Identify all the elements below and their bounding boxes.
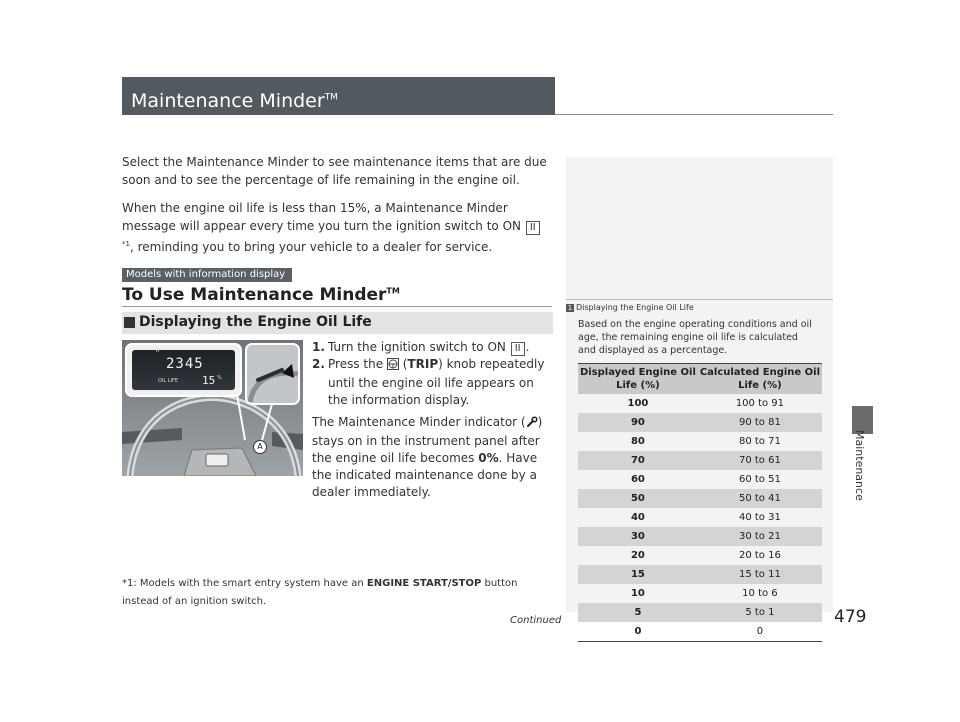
calculated-range-cell: 80 to 71	[738, 436, 781, 447]
table-row	[578, 527, 822, 546]
calculated-range-cell: 20 to 16	[738, 550, 781, 561]
odometer-readout: 2345	[166, 356, 204, 372]
calculated-range-cell: 60 to 51	[738, 474, 781, 485]
ignition-key-symbol: II	[511, 342, 525, 356]
note-heading: 1 Displaying the Engine Oil Life	[567, 303, 694, 312]
displayed-value-cell: 70	[578, 451, 698, 470]
table-row	[578, 489, 822, 508]
table-row	[578, 432, 822, 451]
displayed-value-cell: 20	[630, 550, 645, 561]
note-marker-icon: 1	[567, 304, 573, 312]
calculated-range-cell: 50 to 41	[698, 489, 822, 508]
calculated-range-cell: 100 to 91	[735, 398, 785, 409]
subsection-title: Displaying the Engine Oil Life	[139, 314, 372, 330]
displayed-value-cell: 15	[578, 565, 698, 584]
displayed-value-cell: 0	[634, 626, 642, 637]
displayed-value-cell: 90	[578, 413, 698, 432]
displayed-value-cell: 30	[578, 527, 698, 546]
knob-callout: A	[253, 440, 267, 454]
display-callout-a: A	[156, 348, 160, 354]
table-row	[578, 413, 822, 432]
table-header-calculated: Calculated Engine Oil Life (%)	[698, 364, 822, 395]
displayed-value-cell: 10	[630, 588, 645, 599]
calculated-range-cell: 40 to 31	[738, 512, 781, 523]
table-row	[578, 546, 822, 565]
note-body: Based on the engine operating conditions and oil age, the remaining engine oil life is calculated and displayed as a percentage.	[578, 319, 812, 356]
footnote-ref: *1	[122, 240, 130, 248]
oil-life-value: 15	[202, 374, 216, 387]
table-header-displayed: Displayed Engine Oil Life (%)	[578, 364, 698, 395]
page-number: 479	[834, 607, 867, 627]
square-bullet-icon	[124, 317, 135, 328]
intro-paragraph-1: Select the Maintenance Minder to see maintenance items that are due soon and to see the percentage of life remaining in the engine oil.	[122, 155, 547, 187]
oil-life-rows	[578, 394, 822, 642]
table-row	[578, 394, 822, 413]
step-1: 1. Turn the ignition switch to ON II .	[312, 340, 530, 354]
table-row	[578, 451, 822, 470]
table-row	[578, 622, 822, 642]
oil-life-unit: %	[217, 375, 222, 381]
calculated-range-cell: 70 to 61	[698, 451, 822, 470]
intro-text	[122, 153, 552, 266]
intro-paragraph-2: When the engine oil life is less than 15%, a Maintenance Minder message will appear every time you turn the ignition switch to ON II$^{*1}$, reminding you to bring your vehicle to a dealer for service.	[122, 199, 552, 256]
displayed-value-cell: 5	[578, 603, 698, 622]
displayed-value-cell: 40	[630, 512, 645, 523]
table-row	[578, 565, 822, 584]
steering-wheel-icon	[387, 358, 399, 375]
table-row	[578, 603, 822, 622]
title-rule	[555, 114, 833, 115]
continued-label: Continued	[510, 615, 562, 626]
trip-label: TRIP	[407, 357, 439, 371]
wrench-icon	[526, 416, 538, 433]
displayed-value-cell: 100	[627, 398, 649, 409]
footnote: *1: Models with the smart entry system have an ENGINE START/STOP button instead of an ignition switch.	[122, 578, 518, 607]
oil-life-table	[578, 363, 822, 642]
calculated-range-cell: 5 to 1	[698, 603, 822, 622]
note-rule	[566, 299, 833, 300]
displayed-value-cell: 60	[630, 474, 645, 485]
calculated-range-cell: 90 to 81	[698, 413, 822, 432]
oil-life-label: OIL LIFE	[158, 378, 179, 384]
calculated-range-cell: 30 to 21	[698, 527, 822, 546]
calculated-range-cell: 0	[756, 626, 764, 637]
section-rule	[122, 306, 552, 307]
model-badge: Models with information display	[122, 268, 292, 282]
minder-paragraph: The Maintenance Minder indicator ( ) stays on in the instrument panel after the engine oil life becomes 0%. Have the indicated maintenance done by a dealer immediately.	[312, 415, 543, 499]
ignition-key-symbol: II	[526, 221, 540, 235]
steps-list	[312, 339, 555, 409]
page-title: Maintenance Minder™	[131, 90, 338, 112]
step-2: 2. Press the (TRIP) knob repeatedly until the engine oil life appears on the information display.	[312, 357, 545, 407]
displayed-value-cell: 80	[630, 436, 645, 447]
calculated-range-cell: 10 to 6	[742, 588, 778, 599]
table-row	[578, 470, 822, 489]
calculated-range-cell: 15 to 11	[698, 565, 822, 584]
table-row	[578, 584, 822, 603]
displayed-value-cell: 50	[578, 489, 698, 508]
section-heading: To Use Maintenance Minder™	[122, 285, 400, 305]
table-row	[578, 508, 822, 527]
side-label: Maintenance	[853, 430, 866, 501]
